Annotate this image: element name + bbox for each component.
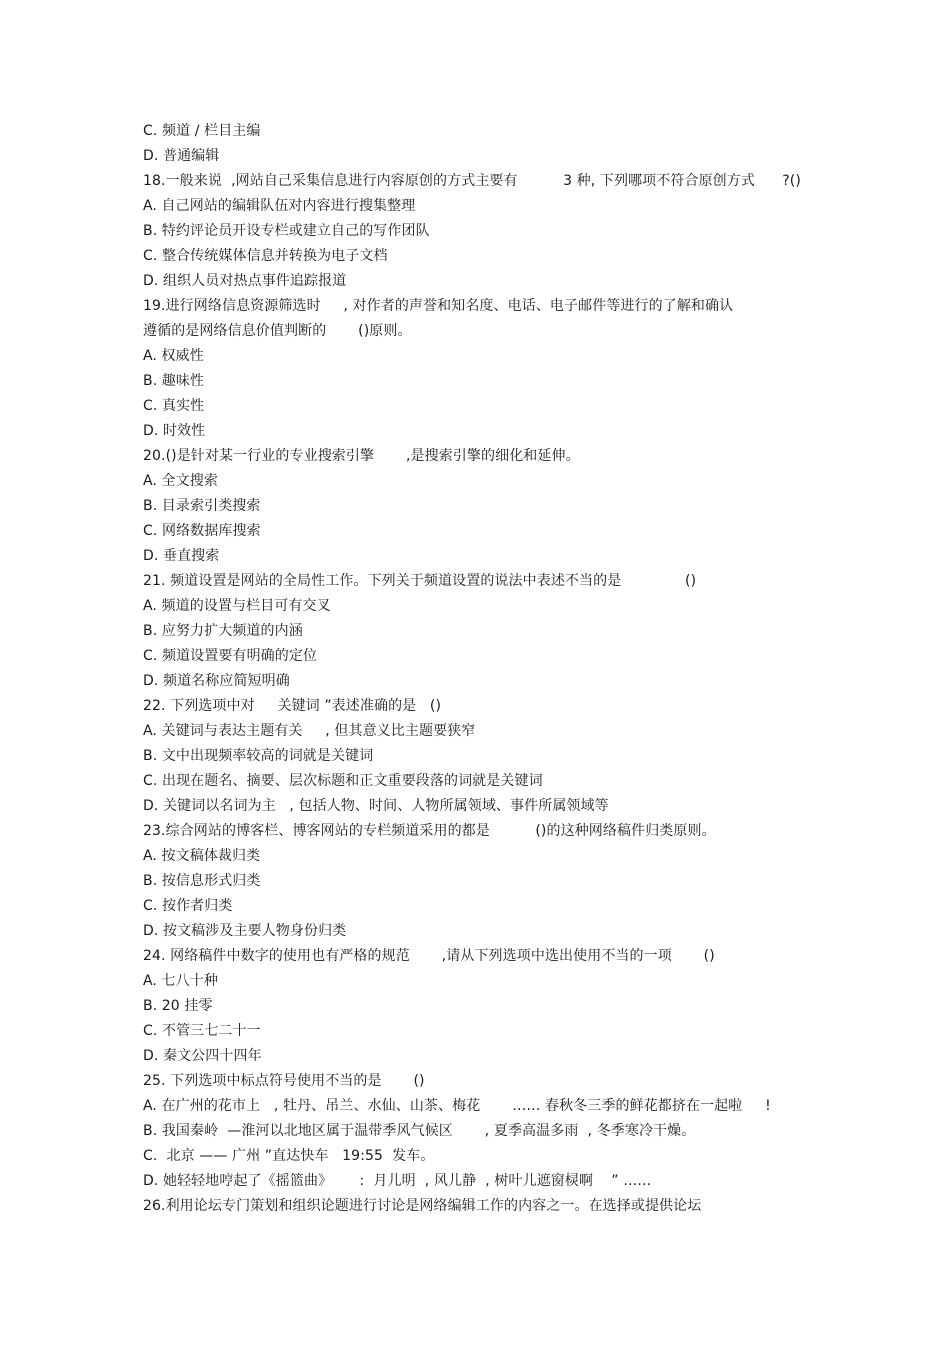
question-23: 23.综合网站的博客栏、博客网站的专栏频道采用的都是 ()的这种网络稿件归类原则。 [143, 823, 716, 839]
q21-option-b: B. 应努力扩大频道的内涵 [143, 623, 303, 639]
q25-option-a: A. 在广州的花市上 , 牡丹、吊兰、水仙、山茶、梅花 …… 春秋冬三季的鲜花都挤在一起啦 ! [143, 1098, 771, 1114]
q24-option-a: A. 七八十种 [143, 973, 218, 989]
q22-option-b: B. 文中出现频率较高的词就是关键词 [143, 748, 374, 764]
q23-option-b: B. 按信息形式归类 [143, 873, 261, 889]
q20-option-c: C. 网络数据库搜索 [143, 523, 261, 539]
q19-option-d: D. 时效性 [143, 423, 206, 439]
q23-option-d: D. 按文稿涉及主要人物身份归类 [143, 923, 347, 939]
document-body [143, 119, 843, 1219]
question-19: 19.进行网络信息资源筛选时 , 对作者的声誉和知名度、电话、电子邮件等进行的了解和确认 [143, 298, 734, 314]
q25-option-b: B. 我国秦岭 —淮河以北地区属于温带季风气候区 , 夏季高温多雨 , 冬季寒冷干燥。 [143, 1123, 696, 1139]
q20-option-b: B. 目录索引类搜索 [143, 498, 261, 514]
question-18: 18.一般来说 ,网站自己采集信息进行内容原创的方式主要有 3 种, 下列哪项不符合原创方式 ?() [143, 173, 801, 189]
question-24: 24. 网络稿件中数字的使用也有严格的规范 ,请从下列选项中选出使用不当的一项 () [143, 948, 715, 964]
q18-option-b: B. 特约评论员开设专栏或建立自己的写作团队 [143, 223, 430, 239]
question-25: 25. 下列选项中标点符号使用不当的是 () [143, 1073, 425, 1089]
q18-option-d: D. 组织人员对热点事件追踪报道 [143, 273, 347, 289]
question-22: 22. 下列选项中对 关键词 ”表述准确的是 () [143, 698, 442, 714]
q23-option-c: C. 按作者归类 [143, 898, 233, 914]
q20-option-a: A. 全文搜索 [143, 473, 218, 489]
q19-option-c: C. 真实性 [143, 398, 205, 414]
q18-option-c: C. 整合传统媒体信息并转换为电子文档 [143, 248, 388, 264]
option-d-text: D. 普通编辑 [143, 148, 220, 164]
q21-option-c: C. 频道设置要有明确的定位 [143, 648, 318, 664]
q25-option-c: C. 北京 —— 广州 ”直达快车 19:55 发车。 [143, 1148, 435, 1164]
q24-option-b: B. 20 挂零 [143, 998, 213, 1014]
q22-option-c: C. 出现在题名、摘要、层次标题和正文重要段落的词就是关键词 [143, 773, 543, 789]
question-26: 26.利用论坛专门策划和组织论题进行讨论是网络编辑工作的内容之一。在选择或提供论坛 [143, 1198, 702, 1214]
q20-option-d: D. 垂直搜索 [143, 548, 220, 564]
q24-option-c: C. 不管三七二十一 [143, 1023, 261, 1039]
q23-option-a: A. 按文稿体裁归类 [143, 848, 261, 864]
option-c-text: C. 频道 / 栏目主编 [143, 123, 261, 139]
q22-option-d: D. 关键词以名词为主 , 包括人物、时间、人物所属领域、事件所属领域等 [143, 798, 609, 814]
question-19-cont: 遵循的是网络信息价值判断的 ()原则。 [143, 323, 412, 339]
question-21: 21. 频道设置是网站的全局性工作。下列关于频道设置的说法中表述不当的是 () [143, 573, 697, 589]
q19-option-a: A. 权威性 [143, 348, 204, 364]
q21-option-a: A. 频道的设置与栏目可有交叉 [143, 598, 331, 614]
q22-option-a: A. 关键词与表达主题有关 , 但其意义比主题要狭窄 [143, 723, 476, 739]
q21-option-d: D. 频道名称应简短明确 [143, 673, 290, 689]
q25-option-d: D. 她轻轻地哼起了《摇篮曲》 : 月儿明 , 风儿静 , 树叶儿遮窗棂啊 ” …… [143, 1173, 652, 1189]
q19-option-b: B. 趣味性 [143, 373, 205, 389]
q18-option-a: A. 自己网站的编辑队伍对内容进行搜集整理 [143, 198, 416, 214]
question-20: 20.()是针对某一行业的专业搜索引擎 ,是搜索引擎的细化和延伸。 [143, 448, 580, 464]
q24-option-d: D. 秦文公四十四年 [143, 1048, 262, 1064]
